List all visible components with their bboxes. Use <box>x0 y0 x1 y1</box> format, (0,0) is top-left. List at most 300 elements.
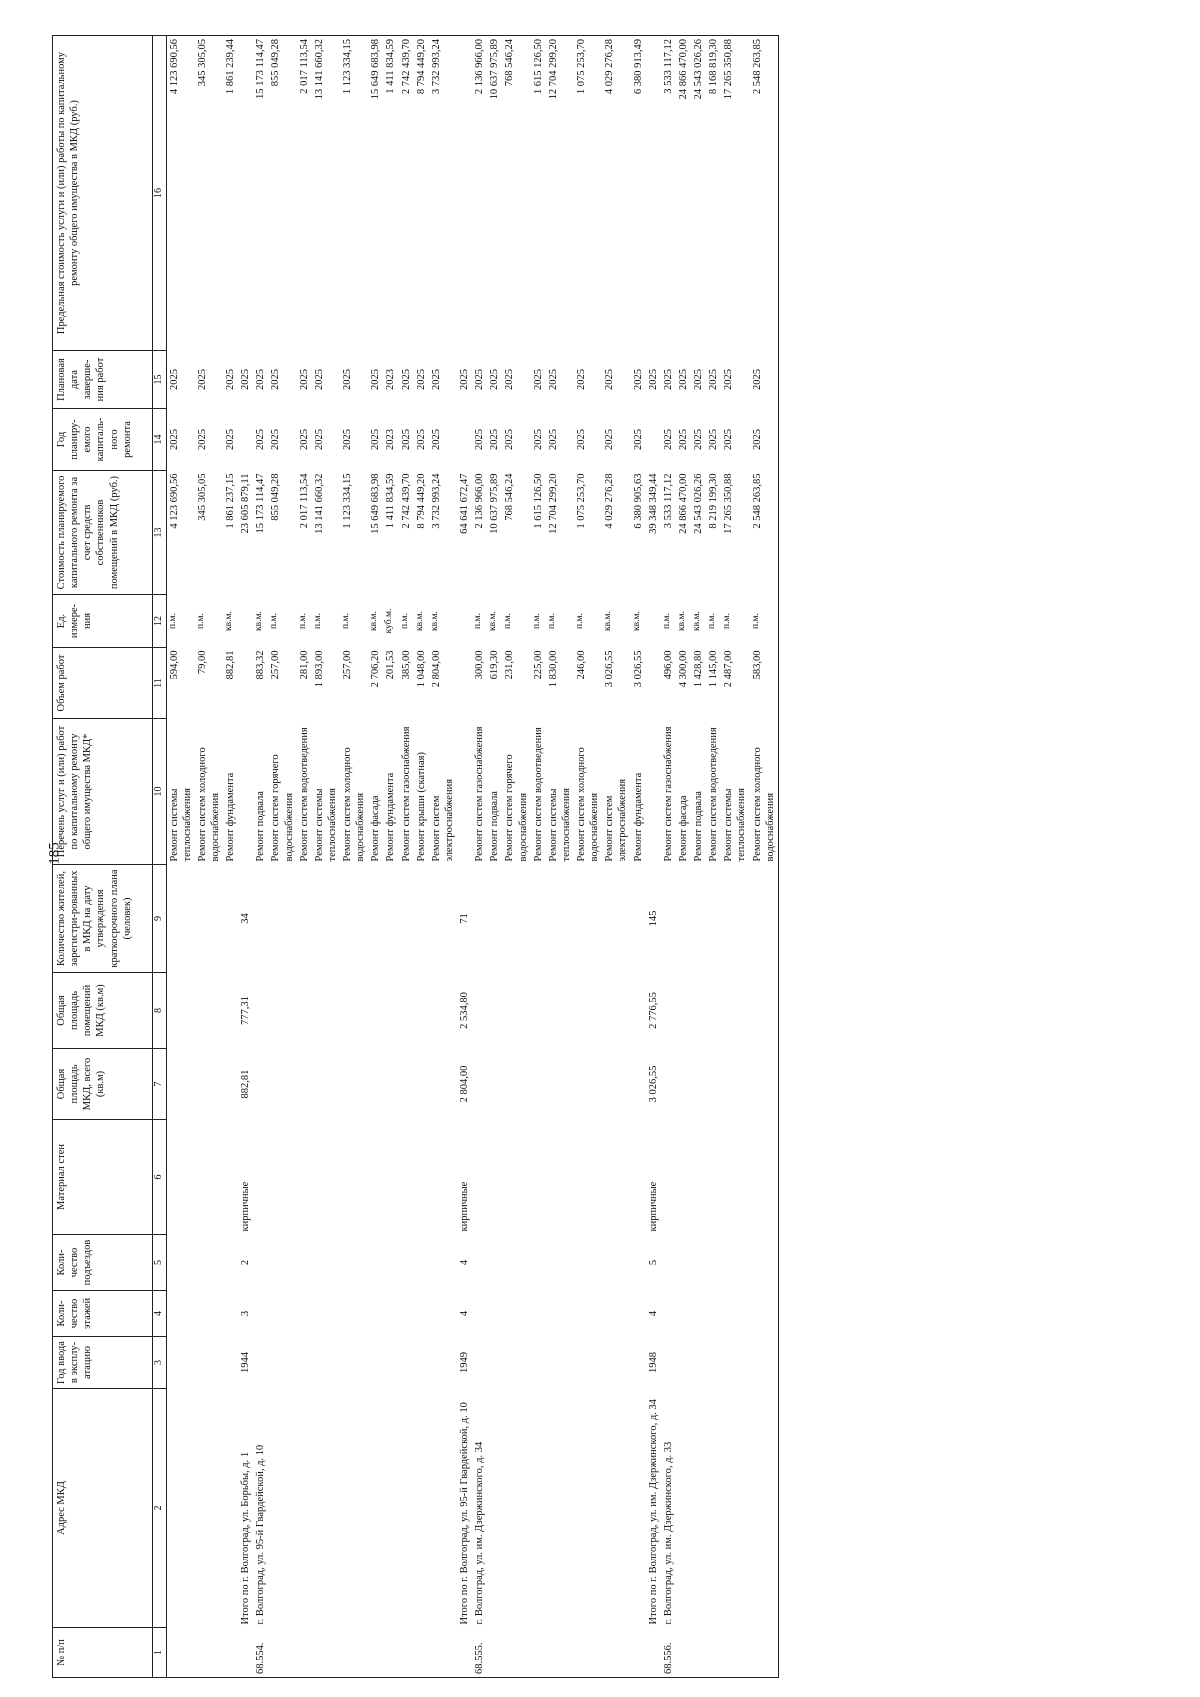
build-year <box>502 1337 530 1389</box>
floors <box>661 1291 676 1337</box>
repair-cost: 15 649 683,98 <box>370 473 382 534</box>
wall-material <box>312 1120 340 1235</box>
wall-material <box>472 1120 487 1235</box>
wall-material <box>383 1120 398 1235</box>
address: г. Волгоград, ул. им. Дзержинского, д. 33 <box>662 1441 674 1625</box>
residents <box>546 865 574 973</box>
premises-area <box>531 973 546 1049</box>
floors <box>253 1291 268 1337</box>
repair-cost: 10 637 975,89 <box>489 473 501 534</box>
entrances: 2 <box>240 1259 252 1266</box>
column-number: 9 <box>153 865 167 973</box>
column-number: 5 <box>153 1235 167 1291</box>
row-number <box>340 1628 368 1678</box>
limit-cost: 2 742 439,70 <box>399 36 414 351</box>
work-type: Ремонт подвала <box>693 791 704 862</box>
completion-year: 2025 <box>532 369 544 390</box>
floors <box>383 1291 398 1337</box>
floors <box>531 1291 546 1337</box>
floors <box>297 1291 312 1337</box>
unit: п.м. <box>750 595 779 648</box>
unit: кв.м. <box>369 611 380 631</box>
row-number <box>457 1628 472 1678</box>
table-row <box>340 36 368 1678</box>
unit: п.м. <box>503 613 514 629</box>
limit-cost <box>238 36 253 351</box>
rotated-table-container <box>52 36 1150 1678</box>
build-year <box>631 1337 646 1389</box>
premises-area <box>631 973 646 1049</box>
entrances <box>253 1235 268 1291</box>
address <box>706 1389 721 1628</box>
work-type <box>457 719 472 865</box>
wall-material <box>631 1120 646 1235</box>
column-number: 8 <box>153 973 167 1049</box>
residents <box>531 865 546 973</box>
work-volume: 3 026,55 <box>604 650 616 688</box>
work-volume: 3 026,55 <box>632 650 644 688</box>
completion-year: 2025 <box>196 369 208 390</box>
limit-cost: 2 136 966,00 <box>472 36 487 351</box>
floors <box>399 1291 414 1337</box>
work-volume: 1 893,00 <box>313 650 325 688</box>
wall-material <box>676 1120 691 1235</box>
unit <box>457 595 472 648</box>
completion-year: 2025 <box>430 369 442 390</box>
row-number: 68.555. <box>472 1628 487 1678</box>
work-volume: 385,00 <box>400 650 412 680</box>
floors <box>223 1291 238 1337</box>
column-number: 13 <box>153 471 167 595</box>
floors <box>546 1291 574 1337</box>
entrances <box>414 1235 429 1291</box>
table-row <box>195 36 223 1678</box>
repair-year: 2025 <box>489 429 501 450</box>
total-area <box>368 1049 383 1120</box>
total-area <box>297 1049 312 1120</box>
repair-cost: 23 605 879,11 <box>240 473 252 534</box>
column-number-row <box>153 36 167 1678</box>
work-volume: 2 487,00 <box>723 650 735 688</box>
completion-year: 2023 <box>385 369 397 390</box>
repair-cost: 1 861 237,15 <box>225 473 236 529</box>
work-type: Ремонт системы теплоснабжения <box>313 788 338 862</box>
work-type: Ремонт систем горячего водоснабжения <box>270 754 295 862</box>
row-number: 68.554. <box>253 1628 268 1678</box>
entrances <box>166 1235 195 1291</box>
residents: 71 <box>459 913 470 924</box>
table-row <box>383 36 398 1678</box>
floors <box>472 1291 487 1337</box>
wall-material <box>166 1120 195 1235</box>
table-row <box>297 36 312 1678</box>
completion-year: 2025 <box>576 369 587 390</box>
total-area <box>340 1049 368 1120</box>
premises-area <box>297 973 312 1049</box>
repair-year: 2025 <box>255 429 267 450</box>
table-row <box>312 36 340 1678</box>
unit: куб.м. <box>384 608 395 634</box>
total-area <box>223 1049 238 1120</box>
work-type: Ремонт подвала <box>489 791 501 862</box>
column-header: Коли-чество этажей <box>53 1291 153 1337</box>
table-row <box>676 36 691 1678</box>
entrances <box>368 1235 383 1291</box>
address <box>223 1389 238 1628</box>
completion-year: 2025 <box>662 369 674 390</box>
unit: п.м. <box>269 613 280 629</box>
entrances: 4 <box>459 1259 470 1266</box>
floors <box>166 1291 195 1337</box>
work-type: Ремонт фундамента <box>632 772 644 862</box>
floors: 4 <box>459 1310 470 1317</box>
address <box>429 1389 457 1628</box>
table-row <box>414 36 429 1678</box>
completion-year: 2025 <box>489 369 501 390</box>
work-type: Ремонт системы теплоснабжения <box>547 788 572 862</box>
work-volume: 619,30 <box>489 650 501 680</box>
repair-year <box>457 409 472 471</box>
build-year <box>574 1337 602 1389</box>
build-year <box>414 1337 429 1389</box>
premises-area <box>750 973 779 1049</box>
work-type: Ремонт систем холодного водоснабжения <box>750 719 779 865</box>
repair-cost: 1 123 334,15 <box>342 473 353 529</box>
total-area <box>531 1049 546 1120</box>
work-type: Ремонт систем горячего водоснабжения <box>504 754 529 862</box>
row-number <box>238 1628 253 1678</box>
residents <box>472 865 487 973</box>
residents <box>383 865 398 973</box>
work-volume: 4 300,00 <box>677 650 689 688</box>
completion-year: 2025 <box>225 369 236 390</box>
limit-cost <box>457 36 472 351</box>
repair-year: 2025 <box>196 429 208 450</box>
row-number <box>368 1628 383 1678</box>
work-type: Ремонт систем водоотведения <box>708 727 720 862</box>
premises-area <box>166 973 195 1049</box>
table-row <box>472 36 487 1678</box>
residents <box>661 865 676 973</box>
residents <box>721 865 749 973</box>
repair-year: 2025 <box>662 429 674 450</box>
limit-cost: 24 543 026,26 <box>691 36 706 351</box>
work-type <box>646 719 661 865</box>
entrances <box>631 1235 646 1291</box>
floors <box>631 1291 646 1337</box>
total-area <box>487 1049 502 1120</box>
wall-material <box>706 1120 721 1235</box>
completion-year: 2025 <box>168 369 180 390</box>
repair-year: 2025 <box>750 409 779 471</box>
limit-cost <box>646 36 661 351</box>
work-volume: 201,53 <box>385 650 397 680</box>
table-row <box>268 36 296 1678</box>
floors <box>429 1291 457 1337</box>
address <box>721 1389 749 1628</box>
total-area <box>721 1049 749 1120</box>
premises-area <box>383 973 398 1049</box>
completion-year: 2025 <box>604 369 616 390</box>
build-year <box>691 1337 706 1389</box>
completion-year: 2025 <box>255 369 267 390</box>
premises-area <box>487 973 502 1049</box>
row-number <box>312 1628 340 1678</box>
table-row <box>487 36 502 1678</box>
premises-area <box>429 973 457 1049</box>
repair-cost: 8 794 449,20 <box>415 473 427 529</box>
address <box>268 1389 296 1628</box>
address <box>312 1389 340 1628</box>
address <box>195 1389 223 1628</box>
build-year <box>195 1337 223 1389</box>
premises-area: 2 776,55 <box>647 992 659 1029</box>
repair-cost: 1 411 834,59 <box>385 473 397 529</box>
premises-area <box>223 973 238 1049</box>
column-header: Плановая дата заверше-ния работ <box>53 351 153 409</box>
work-volume <box>457 648 472 719</box>
limit-cost: 345 305,05 <box>195 36 223 351</box>
wall-material <box>574 1120 602 1235</box>
unit: кв.м. <box>429 611 440 631</box>
work-volume: 300,00 <box>474 650 486 680</box>
work-type <box>238 719 253 865</box>
table-row <box>661 36 676 1678</box>
row-number <box>676 1628 691 1678</box>
address <box>399 1389 414 1628</box>
row-number <box>574 1628 602 1678</box>
work-type: Ремонт систем водоотведения <box>532 727 544 862</box>
row-number <box>691 1628 706 1678</box>
work-volume: 1 048,00 <box>415 650 427 688</box>
work-type: Ремонт систем электроснабжения <box>604 778 629 862</box>
column-number: 3 <box>153 1337 167 1389</box>
work-type: Ремонт систем холодного водоснабжения <box>342 747 367 862</box>
limit-cost: 12 704 299,20 <box>546 36 574 351</box>
wall-material <box>429 1120 457 1235</box>
total-area <box>502 1049 530 1120</box>
completion-year: 2025 <box>547 369 559 390</box>
completion-year: 2025 <box>723 369 735 390</box>
column-header: Стоимость планируемого капитального ремонта за счет средств собственников помещений в МКД (руб.) <box>53 471 153 595</box>
address <box>602 1389 630 1628</box>
work-type: Ремонт фундамента <box>385 772 397 862</box>
build-year <box>340 1337 368 1389</box>
table-row <box>429 36 457 1678</box>
entrances <box>661 1235 676 1291</box>
address <box>631 1389 646 1628</box>
work-volume: 883,32 <box>255 650 267 680</box>
address <box>368 1389 383 1628</box>
premises-area: 2 534,80 <box>459 992 470 1029</box>
table-row <box>631 36 646 1678</box>
table-row <box>574 36 602 1678</box>
residents <box>399 865 414 973</box>
build-year <box>721 1337 749 1389</box>
address <box>487 1389 502 1628</box>
repair-year: 2025 <box>504 429 516 450</box>
floors <box>502 1291 530 1337</box>
repair-year: 2025 <box>370 429 382 450</box>
limit-cost: 15 649 683,98 <box>368 36 383 351</box>
entrances <box>602 1235 630 1291</box>
wall-material <box>340 1120 368 1235</box>
residents <box>574 865 602 973</box>
entrances <box>268 1235 296 1291</box>
floors: 4 <box>647 1310 659 1317</box>
entrances <box>676 1235 691 1291</box>
repair-cost: 3 533 117,12 <box>662 473 674 529</box>
repair-cost: 24 866 470,00 <box>677 473 689 534</box>
row-number: 68.556. <box>661 1628 676 1678</box>
table-row <box>546 36 574 1678</box>
repair-year: 2025 <box>547 429 559 450</box>
unit: кв.м. <box>692 611 702 631</box>
floors <box>602 1291 630 1337</box>
wall-material <box>546 1120 574 1235</box>
limit-cost: 1 861 239,44 <box>223 36 238 351</box>
entrances <box>297 1235 312 1291</box>
row-number <box>223 1628 238 1678</box>
work-volume: 583,00 <box>750 648 779 719</box>
floors <box>487 1291 502 1337</box>
floors <box>414 1291 429 1337</box>
unit: п.м. <box>312 613 323 629</box>
limit-cost: 1 411 834,59 <box>383 36 398 351</box>
address <box>750 1389 779 1628</box>
work-type: Ремонт систем газоснабжения <box>400 726 412 862</box>
column-number: 1 <box>153 1628 167 1678</box>
repair-cost: 2 742 439,70 <box>400 473 412 529</box>
row-number <box>602 1628 630 1678</box>
work-volume: 225,00 <box>532 650 544 680</box>
table-row <box>399 36 414 1678</box>
entrances <box>691 1235 706 1291</box>
wall-material <box>531 1120 546 1235</box>
row-number <box>721 1628 749 1678</box>
total-area <box>706 1049 721 1120</box>
repair-cost: 4 123 690,56 <box>168 473 180 529</box>
address: Итого по г. Волгоград, ул. 95-й Гвардейской, д. 10 <box>459 1402 470 1625</box>
address <box>546 1389 574 1628</box>
wall-material <box>487 1120 502 1235</box>
unit: п.м. <box>546 613 557 629</box>
row-number <box>399 1628 414 1678</box>
table-row <box>691 36 706 1678</box>
table-row <box>721 36 749 1678</box>
limit-cost: 3 732 993,24 <box>429 36 457 351</box>
address <box>297 1389 312 1628</box>
total-area <box>676 1049 691 1120</box>
unit: кв.м. <box>224 611 234 631</box>
entrances: 5 <box>647 1259 659 1266</box>
repair-cost: 17 265 350,88 <box>723 473 735 534</box>
premises-area <box>368 973 383 1049</box>
work-type: Ремонт систем водоотведения <box>298 727 310 862</box>
floors <box>676 1291 691 1337</box>
wall-material: кирпичные <box>459 1181 470 1232</box>
repair-year: 2025 <box>270 429 282 450</box>
completion-year: 2025 <box>693 369 704 390</box>
build-year <box>661 1337 676 1389</box>
repair-year: 2025 <box>632 429 644 450</box>
premises-area <box>574 973 602 1049</box>
premises-area <box>502 973 530 1049</box>
table-row <box>531 36 546 1678</box>
row-number <box>297 1628 312 1678</box>
address: Итого по г. Волгоград, ул. Борьбы, д. 1 <box>240 1451 252 1625</box>
work-type: Ремонт систем газоснабжения <box>662 726 674 862</box>
column-header: Общая площадь МКД, всего (кв.м) <box>53 1049 153 1120</box>
table-row <box>368 36 383 1678</box>
total-area <box>546 1049 574 1120</box>
limit-cost: 8 794 449,20 <box>414 36 429 351</box>
repair-year: 2025 <box>225 429 236 450</box>
address: г. Волгоград, ул. 95-й Гвардейской, д. 10 <box>255 1444 267 1625</box>
total-area: 3 026,55 <box>647 1065 659 1103</box>
work-volume: 231,00 <box>504 650 516 680</box>
entrances <box>721 1235 749 1291</box>
entrances <box>750 1235 779 1291</box>
wall-material <box>691 1120 706 1235</box>
wall-material <box>399 1120 414 1235</box>
premises-area <box>721 973 749 1049</box>
repair-cost: 2 136 966,00 <box>474 473 486 529</box>
row-number <box>429 1628 457 1678</box>
repair-year <box>646 409 661 471</box>
completion-year: 2025 <box>370 369 382 390</box>
work-type: Ремонт систем газоснабжения <box>474 726 486 862</box>
wall-material: кирпичные <box>240 1181 252 1232</box>
table-row <box>750 36 779 1678</box>
premises-area <box>312 973 340 1049</box>
work-volume: 2 706,20 <box>370 650 382 688</box>
floors: 3 <box>240 1310 252 1317</box>
repair-plan-table <box>52 35 779 1678</box>
repair-year: 2025 <box>400 429 412 450</box>
repair-year: 2025 <box>677 429 689 450</box>
total-area <box>268 1049 296 1120</box>
limit-cost: 4 029 276,28 <box>602 36 630 351</box>
row-number <box>487 1628 502 1678</box>
work-type: Ремонт фундамента <box>225 772 236 862</box>
completion-year: 2025 <box>647 369 659 390</box>
address <box>502 1389 530 1628</box>
completion-year: 2025 <box>504 369 516 390</box>
total-area <box>472 1049 487 1120</box>
total-area <box>574 1049 602 1120</box>
work-type: Ремонт систем холодного водоснабжения <box>196 747 221 862</box>
residents <box>268 865 296 973</box>
column-number: 4 <box>153 1291 167 1337</box>
build-year <box>546 1337 574 1389</box>
work-volume: 1 145,00 <box>708 650 720 688</box>
build-year <box>268 1337 296 1389</box>
row-number <box>631 1628 646 1678</box>
entrances <box>399 1235 414 1291</box>
completion-year: 2025 <box>240 369 252 390</box>
wall-material <box>253 1120 268 1235</box>
page-number: 185 <box>46 842 63 865</box>
premises-area <box>691 973 706 1049</box>
entrances <box>531 1235 546 1291</box>
address: Итого по г. Волгоград, ул. им. Дзержинского, д. 34 <box>647 1399 659 1625</box>
premises-area <box>399 973 414 1049</box>
table-row <box>457 36 472 1678</box>
premises-area <box>676 973 691 1049</box>
repair-cost: 2 017 113,54 <box>298 473 310 529</box>
row-number <box>195 1628 223 1678</box>
